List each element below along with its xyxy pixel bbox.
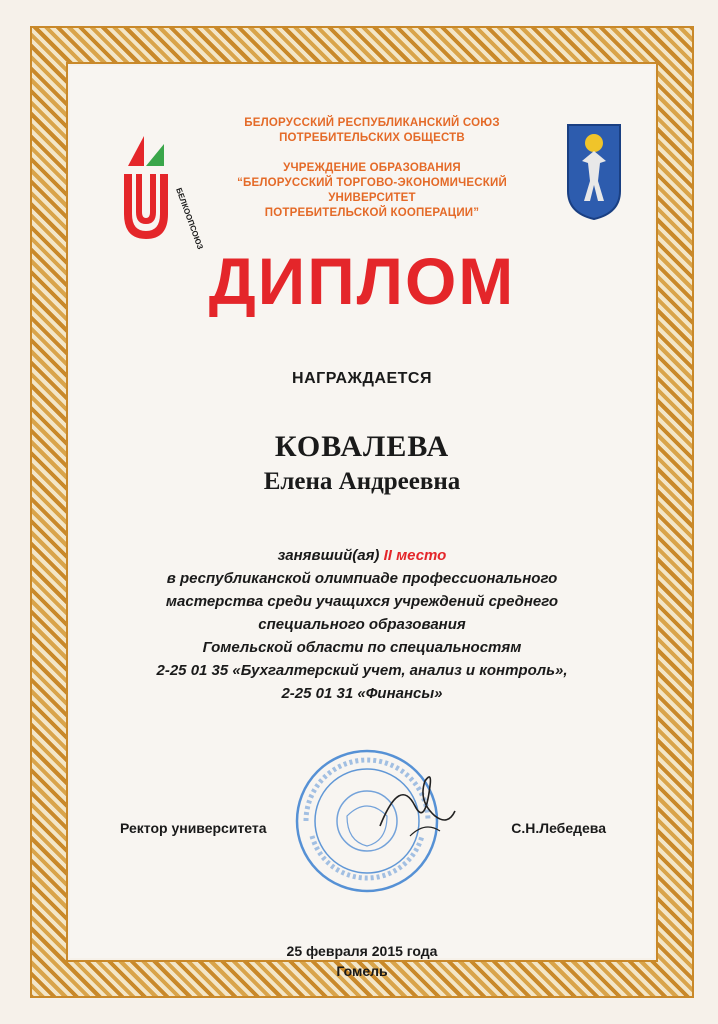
coat-of-arms-icon (564, 121, 624, 221)
diploma-content (70, 66, 654, 979)
logo-left-text: БЕЛКООПСОЮЗ (174, 186, 205, 251)
body-line-3: мастерства среди учащихся учреждений среднего (165, 593, 559, 610)
org-line-5: ПОТРЕБИТЕЛЬСКОЙ КООПЕРАЦИИ” (264, 207, 480, 219)
award-description (70, 544, 654, 705)
place-label: II место (383, 547, 447, 564)
diploma-footer (70, 941, 654, 981)
body-line-7: 2-25 01 31 «Финансы» (281, 685, 443, 702)
body-line-1 (70, 544, 654, 567)
signature-icon (370, 766, 460, 846)
body-line-1-prefix: занявший(ая) (277, 547, 384, 564)
body-line-4: специального образования (258, 616, 466, 633)
signatory-name: С.Н.Лебедева (511, 820, 606, 836)
body-line-5: Гомельской области по специальностям (202, 639, 522, 656)
recipient-name: Елена Андреевна (263, 468, 461, 495)
issue-city: Гомель (336, 963, 388, 979)
body-line-2: в республиканской олимпиаде профессионального (166, 570, 558, 587)
awarded-label: НАГРАЖДАЕТСЯ (292, 370, 432, 387)
diploma-title: ДИПЛОМ (208, 244, 516, 318)
org-line-1: БЕЛОРУССКИЙ РЕСПУБЛИКАНСКИЙ СОЮЗ (244, 117, 500, 129)
org-line-3: УЧРЕЖДЕНИЕ ОБРАЗОВАНИЯ (283, 162, 461, 174)
belkoopsoyuz-logo-icon (106, 114, 205, 254)
issue-date: 25 февраля 2015 года (286, 943, 438, 959)
org-line-4: “БЕЛОРУССКИЙ ТОРГОВО-ЭКОНОМИЧЕСКИЙ УНИВЕРСИТЕТ (237, 177, 507, 204)
org-line-2: ПОТРЕБИТЕЛЬСКИХ ОБЩЕСТВ (279, 132, 465, 144)
signatory-role: Ректор университета (120, 820, 267, 836)
organization-header (200, 116, 544, 236)
diploma-frame (30, 26, 694, 998)
body-line-6: 2-25 01 35 «Бухгалтерский учет, анализ и контроль», (156, 662, 568, 679)
recipient-surname: КОВАЛЕВА (274, 430, 450, 463)
